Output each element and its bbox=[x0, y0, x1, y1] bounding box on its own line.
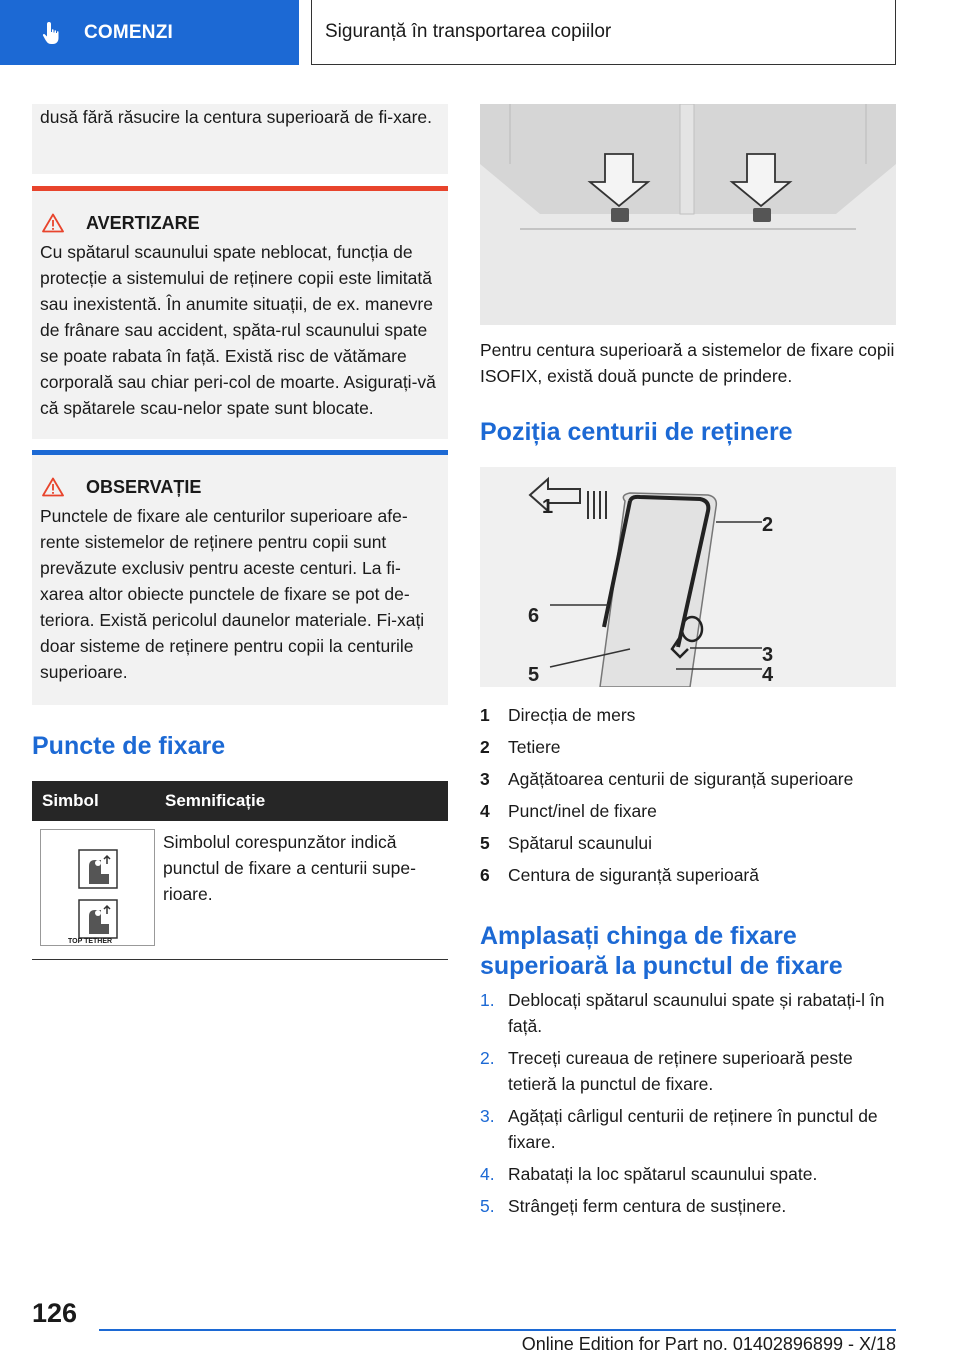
step-item: 3. Agățați cârligul centurii de reținere în punctul de fixare. bbox=[480, 1106, 878, 1152]
table-header-symbol: Simbol bbox=[32, 781, 155, 821]
diagram-label-2: 2 bbox=[762, 514, 774, 536]
footer-edition-link[interactable]: Online Edition for Part no. 01402896899 - X/18 bbox=[521, 1334, 896, 1354]
step-item: 1. Deblocați spătarul scaunului spate și rabatați-l în față. bbox=[480, 990, 885, 1036]
child-seat-tether-icon bbox=[41, 830, 154, 945]
warning-text: Cu spătarul scaunului spate neblocat, funcția de protecție a sistemului de reținere copii este limitată sau inexistentă. În anumite situații, de ex. manevre de frânare sau accident, spăta-rul scaunului spate se poate rabata în față. Există risc de vătămare corporală sau chiar peri-col de moarte. Asigurați-vă că spătarele scau-nelor spate sunt blocate. bbox=[40, 242, 436, 418]
continued-text: dusă fără răsucire la centura superioară de fi-xare. bbox=[32, 104, 448, 174]
section-title-anchor-points: Puncte de fixare bbox=[32, 732, 226, 760]
left-column bbox=[32, 104, 448, 960]
list-item: 4 Punct/inel de fixare bbox=[480, 801, 657, 821]
top-tether-symbol bbox=[40, 829, 155, 946]
symbol-caption: TOP TETHER bbox=[68, 938, 113, 945]
note-header bbox=[40, 473, 440, 501]
warning-header bbox=[40, 209, 440, 237]
diagram-label-3: 3 bbox=[762, 644, 774, 666]
anchor-arrows-illustration bbox=[480, 104, 896, 325]
chapter-tab[interactable] bbox=[0, 0, 299, 65]
note-box bbox=[32, 450, 448, 705]
page-number: 126 bbox=[32, 1298, 78, 1328]
footer-divider bbox=[99, 1329, 896, 1331]
step-item: 5. Strângeți ferm centura de susținere. bbox=[480, 1196, 787, 1216]
table-header-row bbox=[32, 781, 448, 821]
list-item: 3 Agățătoarea centurii de siguranță superioare bbox=[480, 769, 854, 789]
warning-title: AVERTIZARE bbox=[86, 212, 200, 233]
belt-position-diagram bbox=[480, 467, 896, 687]
diagram-label-5: 5 bbox=[528, 664, 540, 686]
section-title-belt-position: Poziția centurii de reținere bbox=[480, 418, 793, 446]
list-item: 1 Direcția de mers bbox=[480, 705, 636, 725]
diagram-label-6: 6 bbox=[528, 605, 540, 627]
headrest-belt-diagram bbox=[480, 467, 896, 687]
chapter-tab-label: COMENZI bbox=[84, 21, 174, 43]
diagram-legend bbox=[480, 699, 896, 891]
step-item: 2. Treceți cureaua de reținere superioară peste tetieră la punctul de fixare. bbox=[480, 1048, 853, 1094]
table-header-meaning: Semnificație bbox=[155, 781, 448, 821]
section-title-attach-tether: Amplasați chinga de fixare superioară la punctul de fixare bbox=[480, 922, 843, 980]
step-item: 4. Rabatați la loc spătarul scaunului spate. bbox=[480, 1164, 818, 1184]
note-text: Punctele de fixare ale centurilor superioare afe-rente sistemelor de reținere pentru copii sunt prevăzute exclusiv pentru aceste centuri. La fi-xarea altor obiecte punctele de fixare se pot de-teriora. Există pericolul daunelor materiale. Fi-xați doar sisteme de reținere pentru copii la centurile superioare. bbox=[40, 506, 425, 682]
right-column bbox=[480, 104, 896, 1225]
list-item: 5 Spătarul scaunului bbox=[480, 833, 652, 853]
symbol-table bbox=[32, 781, 448, 960]
list-item: 2 Tetiere bbox=[480, 737, 561, 757]
rear-seat-anchor-photo bbox=[480, 104, 896, 325]
chapter-title: Siguranță în transportarea copiilor bbox=[311, 0, 896, 65]
instruction-steps bbox=[480, 987, 896, 1219]
caution-triangle-icon bbox=[42, 477, 64, 497]
photo-caption: Pentru centura superioară a sistemelor de fixare copii ISOFIX, există două puncte de prindere. bbox=[480, 340, 895, 386]
hand-pointer-icon bbox=[40, 20, 66, 46]
diagram-label-4: 4 bbox=[762, 664, 774, 686]
meaning-cell: Simbolul corespunzător indică punctul de fixare a centurii supe-rioare. bbox=[155, 821, 448, 959]
list-item: 6 Centura de siguranță superioară bbox=[480, 865, 759, 885]
note-title: OBSERVAȚIE bbox=[86, 476, 202, 497]
warning-triangle-icon bbox=[42, 213, 64, 233]
table-row bbox=[32, 821, 448, 959]
symbol-cell bbox=[32, 821, 155, 959]
diagram-label-1: 1 bbox=[542, 496, 554, 518]
warning-box bbox=[32, 186, 448, 439]
